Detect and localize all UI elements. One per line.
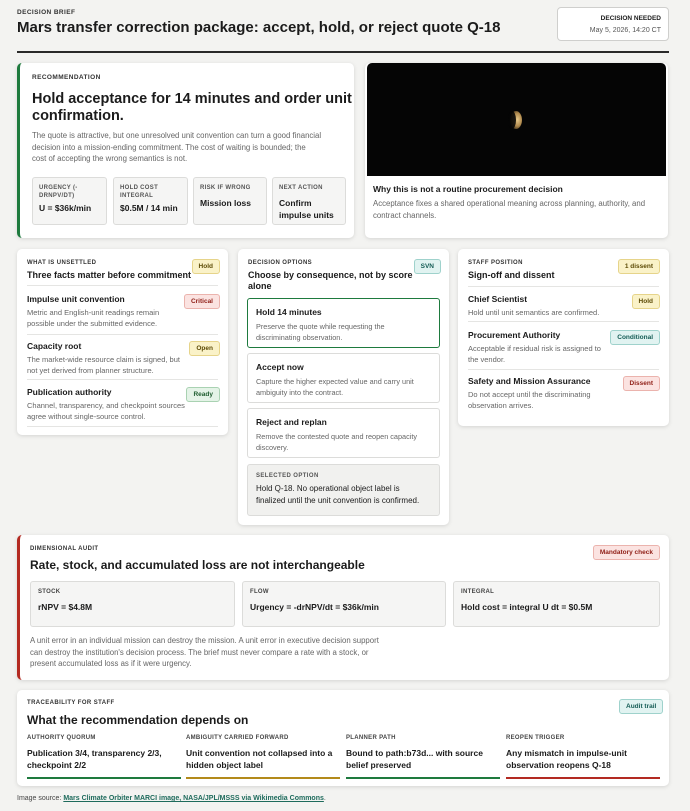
staff-kicker: STAFF POSITION: [468, 260, 523, 266]
metric-urgency: [32, 177, 107, 225]
metric-next-action: [272, 177, 346, 225]
unsettled-kicker: WHAT IS UNSETTLED: [27, 260, 97, 266]
trace-item-value: Publication 3/4, transparency 2/3, checkpoint 2/2: [27, 748, 162, 770]
metric-risk: [193, 177, 267, 225]
conditional-badge: Conditional: [610, 330, 660, 345]
flow-label: FLOW: [250, 589, 269, 595]
image-card: [365, 63, 668, 238]
unsettled-item-desc: Metric and English-unit readings remain possible under the submitted evidence.: [27, 308, 160, 328]
page-title: Mars transfer correction package: accept, hold, or reject quote Q-18: [17, 19, 501, 36]
staff-card: [458, 249, 669, 426]
unsettled-card: [17, 249, 228, 435]
trace-item-bar: [506, 777, 660, 779]
option-desc: Preserve the quote while requesting the discriminating observation.: [256, 322, 385, 342]
option-reject[interactable]: [247, 408, 440, 458]
staff-item-desc: Hold until unit semantics are confirmed.: [468, 308, 600, 317]
svn-badge: SVN: [414, 259, 441, 274]
selected-option-box: [247, 464, 440, 516]
option-title: Accept now: [256, 362, 304, 372]
divider: [27, 334, 218, 335]
audit-body: A unit error in an individual mission can destroy the mission. A unit error in executive decision support can destroy the institution's decision process. The brief must never compare a rate with a stock, or present accumulated loss as if it were urgency.: [30, 636, 379, 668]
audit-trail-badge: Audit trail: [619, 699, 663, 714]
stock-value: rNPV = $4.8M: [38, 602, 93, 612]
header-rule: [17, 51, 669, 53]
trace-item-value: Unit convention not collapsed into a hidden object label: [186, 748, 333, 770]
footer-suffix: .: [323, 795, 326, 802]
stock-box: [30, 581, 235, 627]
options-title: Choose by consequence, not by score alone: [248, 270, 413, 291]
metric-label: RISK IF WRONG: [200, 185, 251, 191]
decision-needed-label: DECISION NEEDED: [600, 15, 661, 22]
trace-item-planner: [346, 735, 500, 779]
integral-value: Hold cost = integral U dt = $0.5M: [461, 602, 593, 612]
trace-item-value: Any mismatch in impulse-unit observation reopens Q-18: [506, 748, 627, 770]
trace-item-ambiguity: [186, 735, 340, 779]
options-card: [238, 249, 449, 525]
dissent-count-badge: 1 dissent: [618, 259, 660, 274]
staff-dissent-badge: Dissent: [623, 376, 660, 391]
unsettled-item-title: Impulse unit convention: [27, 294, 125, 304]
integral-box: [453, 581, 660, 627]
trace-item-label: REOPEN TRIGGER: [506, 735, 565, 741]
option-hold[interactable]: [247, 298, 440, 348]
trace-item-label: AUTHORITY QUORUM: [27, 735, 96, 741]
option-desc: Capture the higher expected value and carry unit ambiguity into the contract.: [256, 377, 414, 397]
options-kicker: DECISION OPTIONS: [248, 260, 313, 266]
staff-item-desc: Acceptable if residual risk is assigned to the vendor.: [468, 344, 601, 364]
unsettled-title: Three facts matter before commitment: [27, 270, 192, 280]
trace-item-quorum: [27, 735, 181, 779]
mars-image: [367, 63, 666, 176]
flow-value: Urgency = -drNPV/dt = $36k/min: [250, 602, 379, 612]
recommendation-title: Hold acceptance for 14 minutes and order unit confirmation.: [32, 91, 352, 124]
divider: [27, 426, 218, 427]
audit-title: Rate, stock, and accumulated loss are not interchangeable: [30, 558, 365, 572]
recommendation-body: The quote is attractive, but one unresolved unit convention can turn a good financial decision into a mission-ending commitment. The cost of waiting is bounded; the cost of accepting the wrong semantics is not.: [32, 131, 322, 163]
option-accept[interactable]: [247, 353, 440, 403]
trace-item-bar: [186, 777, 340, 779]
option-title: Hold 14 minutes: [256, 307, 322, 317]
divider: [468, 321, 659, 322]
mars-planet-icon: [367, 63, 666, 176]
unsettled-badge: Hold: [192, 259, 220, 274]
divider: [468, 286, 659, 287]
staff-item-title: Safety and Mission Assurance: [468, 376, 591, 386]
staff-item-desc: Do not accept until the discriminating observation arrives.: [468, 390, 591, 410]
staff-item: [468, 376, 618, 411]
metric-value: Mission loss: [200, 198, 252, 208]
metric-label: URGENCY (-DRNPV/DT): [39, 185, 78, 199]
divider: [27, 285, 218, 286]
unsettled-item: [27, 294, 182, 329]
recommendation-kicker: RECOMMENDATION: [32, 74, 101, 81]
selected-option-label: SELECTED OPTION: [256, 473, 319, 479]
unsettled-item-desc: Channel, transparency, and checkpoint sources agree without single-source control.: [27, 401, 185, 421]
image-source-footer: [17, 795, 326, 802]
metric-value: $0.5M / 14 min: [120, 203, 178, 213]
option-desc: Remove the contested quote and reopen capacity discovery.: [256, 432, 418, 452]
staff-item: [468, 330, 608, 365]
header-kicker: DECISION BRIEF: [17, 9, 76, 16]
selected-option-text: Hold Q-18. No operational object label is finalized until the unit convention is confirmed.: [256, 484, 420, 505]
staff-item-title: Procurement Authority: [468, 330, 561, 340]
staff-item: [468, 294, 618, 318]
image-source-link[interactable]: Mars Climate Orbiter MARCI image, NASA/JPL/MSSS via Wikimedia Commons: [63, 795, 324, 802]
divider: [27, 379, 218, 380]
metric-hold-cost: [113, 177, 188, 225]
unsettled-item: [27, 341, 182, 376]
footer-prefix: Image source:: [17, 795, 64, 802]
critical-badge: Critical: [184, 294, 220, 309]
unsettled-item-title: Publication authority: [27, 387, 112, 397]
metric-label: HOLD COST INTEGRAL: [120, 185, 159, 199]
option-title: Reject and replan: [256, 417, 327, 427]
mandatory-check-badge: Mandatory check: [593, 545, 660, 560]
decision-needed-box: [557, 7, 669, 41]
trace-item-reopen: [506, 735, 660, 779]
staff-hold-badge: Hold: [632, 294, 660, 309]
unsettled-item: [27, 387, 187, 422]
decision-date: May 5, 2026, 14:20 CT: [589, 27, 661, 34]
trace-kicker: TRACEABILITY FOR STAFF: [27, 700, 115, 706]
image-card-body: Acceptance fixes a shared operational meaning across planning, authority, and contract channels.: [373, 199, 646, 220]
trace-item-label: PLANNER PATH: [346, 735, 396, 741]
metric-value: Confirm impulse units: [279, 198, 334, 220]
ready-badge: Ready: [186, 387, 220, 402]
image-card-title: Why this is not a routine procurement decision: [373, 184, 563, 194]
trace-item-label: AMBIGUITY CARRIED FORWARD: [186, 735, 289, 741]
divider: [468, 369, 659, 370]
staff-item-title: Chief Scientist: [468, 294, 528, 304]
integral-label: INTEGRAL: [461, 589, 495, 595]
trace-item-value: Bound to path:b73d... with source belief preserved: [346, 748, 483, 770]
metric-label: NEXT ACTION: [279, 185, 323, 191]
flow-box: [242, 581, 446, 627]
staff-title: Sign-off and dissent: [468, 270, 555, 280]
open-badge: Open: [189, 341, 220, 356]
trace-title: What the recommendation depends on: [27, 713, 249, 727]
audit-kicker: DIMENSIONAL AUDIT: [30, 546, 99, 552]
trace-item-bar: [27, 777, 181, 779]
stock-label: STOCK: [38, 589, 61, 595]
unsettled-item-title: Capacity root: [27, 341, 82, 351]
unsettled-item-desc: The market-wide resource claim is signed, but not yet derived from planner structure.: [27, 355, 180, 375]
recommendation-card: [17, 63, 354, 238]
metric-value: U = $36k/min: [39, 203, 92, 213]
trace-item-bar: [346, 777, 500, 779]
